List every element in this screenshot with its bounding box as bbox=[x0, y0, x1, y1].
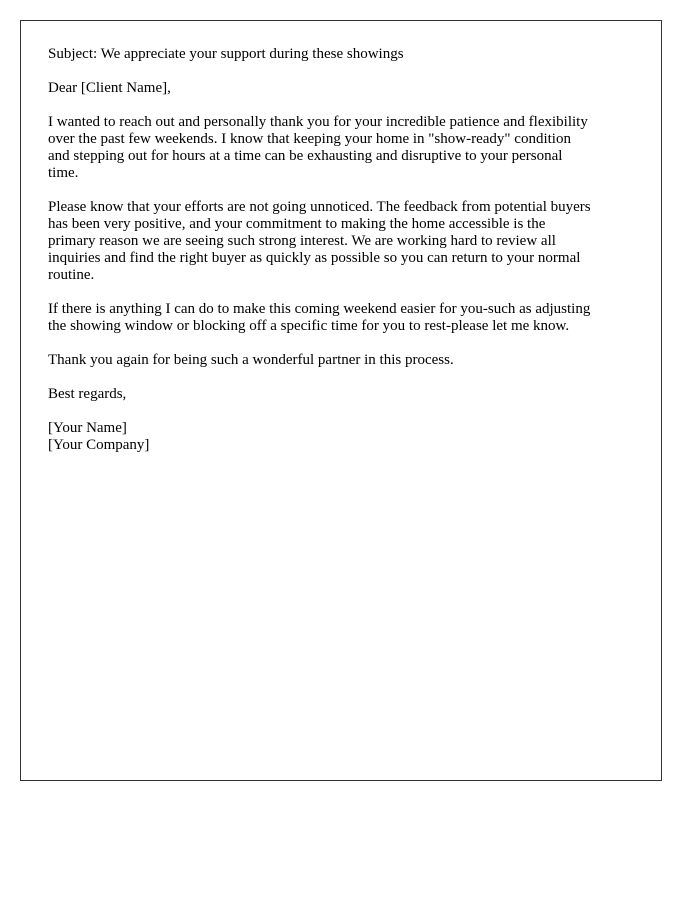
greeting-line: Dear [Client Name], bbox=[48, 80, 171, 96]
letter-document bbox=[20, 20, 662, 781]
signature-block: [Your Name] [Your Company] bbox=[48, 420, 150, 453]
letter-paragraph: If there is anything I can do to make this coming weekend easier for you-such as adjusting the showing window or blocking off a specific time for you to rest-please let me know. bbox=[48, 301, 591, 334]
closing-line: Best regards, bbox=[48, 386, 127, 402]
letter-body bbox=[48, 46, 645, 454]
thanks-line: Thank you again for being such a wonderful partner in this process. bbox=[48, 352, 454, 368]
letter-paragraph: I wanted to reach out and personally thank you for your incredible patience and flexibility over the past few weekends. I know that keeping your home in "show-ready" condition and stepping out for hours at a time can be exhausting and disruptive to your personal time. bbox=[48, 114, 588, 181]
subject-line: Subject: We appreciate your support during these showings bbox=[48, 46, 404, 62]
letter-paragraph: Please know that your efforts are not going unnoticed. The feedback from potential buyers has been very positive, and your commitment to making the home accessible is the primary reason we are seeing such strong interest. We are working hard to review all inquiries and find the right buyer as quickly as possible so you can return to your normal routine. bbox=[48, 199, 591, 283]
